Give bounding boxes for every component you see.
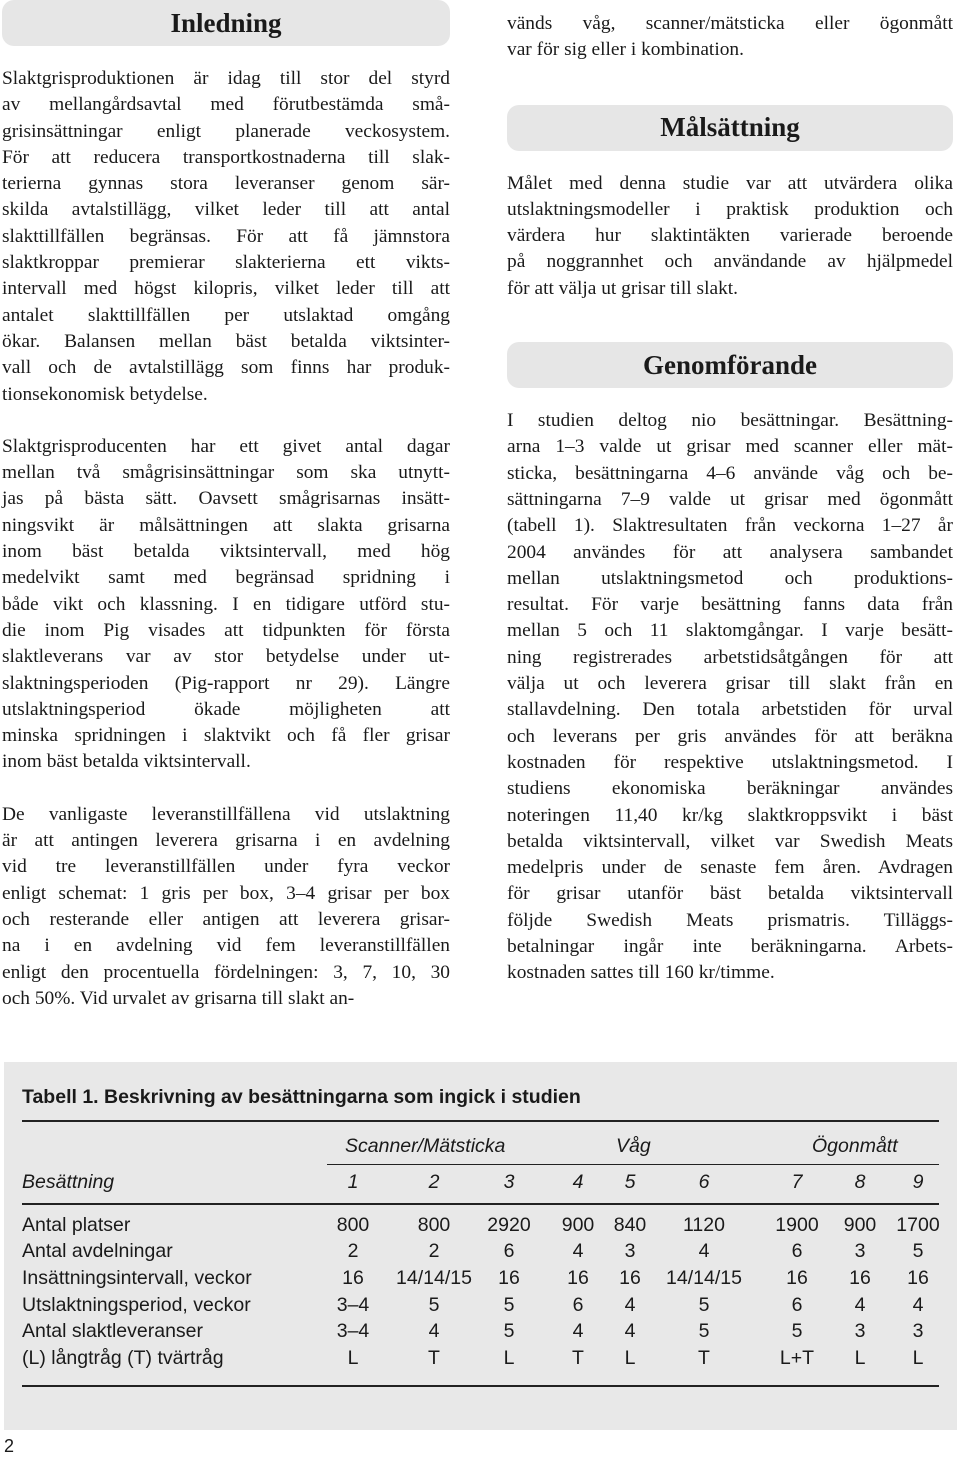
text-line: mellan utslaktningsmetod och produktions-	[507, 567, 953, 589]
table-cell: 4	[854, 1294, 866, 1316]
row-label: Antal platser	[22, 1214, 131, 1236]
table-cell: 3–4	[336, 1320, 370, 1342]
text-line: slaktkroppar premierar slakterierna ett vikts-	[2, 252, 450, 274]
table-cell: 3	[854, 1320, 866, 1342]
table-cell: 3–4	[336, 1294, 370, 1316]
table-cell: 16	[498, 1267, 520, 1289]
text-line: värdera hur slaktintäkten varierade beroende	[507, 225, 953, 247]
row-label: Antal slaktleveranser	[22, 1320, 204, 1342]
table-cell: 1900	[775, 1214, 819, 1236]
table-1	[4, 1062, 957, 1430]
paragraph-intro-2	[2, 434, 450, 776]
text-line: De vanligaste leveranstillfällena vid utslaktning	[2, 803, 450, 825]
table-cell: 5	[503, 1294, 515, 1316]
table-cell: 4	[624, 1320, 636, 1342]
table-cell: L	[503, 1347, 515, 1369]
paragraph-intro-3	[2, 802, 450, 1012]
row-label: (L) långtråg (T) tvärtråg	[22, 1347, 224, 1369]
text-line: medelpris under de senaste fem åren. Avdragen	[507, 857, 953, 879]
text-line: vid tre leveranstillfällen under fyra veckor	[2, 856, 450, 878]
text-line: slaktningsperioden (Pig-rapport nr 29). Längre	[2, 672, 450, 694]
text-line: och leverans per gris användes för att beräkna	[507, 725, 953, 747]
table-cell: 5	[912, 1240, 924, 1262]
group-vag: Våg	[616, 1135, 651, 1157]
text-line: mellan två smågrisinsättningar som ska utnytt-	[2, 462, 450, 484]
text-line: ningsvikt är målsättningen att slakta grisarna	[2, 514, 450, 536]
table-cell: 5	[698, 1294, 710, 1316]
table-cell: T	[572, 1347, 584, 1369]
text-line: För att reducera transportkostnaderna till slak-	[2, 146, 450, 168]
column-header-2: 2	[428, 1171, 440, 1193]
table-cell: 4	[624, 1294, 636, 1316]
text-line: Målet med denna studie var att utvärdera olika	[507, 172, 953, 194]
text-line: kostnaden för respektive utslaktningsmetod. I	[507, 751, 953, 773]
text-line: utslaktningsmodeller i praktisk produktion och	[507, 198, 953, 220]
row-header-besattning: Besättning	[22, 1171, 115, 1193]
section-heading-malsattning: Målsättning	[507, 105, 953, 151]
text-line: inom bäst betalda viktsintervall, med hög	[2, 541, 450, 563]
table-cell: 16	[907, 1267, 929, 1289]
text-line: 2004 användes för att analysera sambandet	[507, 541, 953, 563]
table-cell: 4	[698, 1240, 710, 1262]
table-cell: 5	[791, 1320, 803, 1342]
table-cell: L	[347, 1347, 359, 1369]
text-line: välja ut och leverera grisar till slakt från en	[507, 673, 953, 695]
column-header-5: 5	[624, 1171, 636, 1193]
table-cell: 900	[561, 1214, 595, 1236]
text-line: för att välja ut grisar till slakt.	[507, 277, 739, 299]
table-cell: T	[428, 1347, 440, 1369]
text-line: tionsekonomisk betydelse.	[2, 383, 208, 405]
page-number: 2	[4, 1436, 15, 1456]
column-header-1: 1	[347, 1171, 359, 1193]
text-line: följde Swedish Meats prismatris. Tilläggs-	[507, 909, 953, 931]
row-label: Utslaktningsperiod, veckor	[22, 1294, 251, 1316]
table-cell: 3	[854, 1240, 866, 1262]
text-line: stallavdelning. Den totala arbetstiden för urval	[507, 699, 953, 721]
table-cell: 6	[572, 1294, 584, 1316]
table-cell: 5	[503, 1320, 515, 1342]
table-cell: 4	[572, 1320, 584, 1342]
table-cell: L	[624, 1347, 636, 1369]
table-cell: L	[854, 1347, 866, 1369]
table-title: Tabell 1. Beskrivning av besättningarna som ingick i studien	[22, 1086, 581, 1108]
text-line: resultat. För varje besättning fanns data från	[507, 594, 953, 616]
text-line: jas på bästa sätt. Oavsett smågrisarnas insätt-	[2, 488, 450, 510]
text-line: sticka, besättningarna 4–6 använde våg och be-	[507, 462, 953, 484]
table-cell: 2	[428, 1240, 440, 1262]
table-cell: 16	[619, 1267, 641, 1289]
table-rule-group	[327, 1164, 939, 1165]
row-label: Insättningsintervall, veckor	[22, 1267, 252, 1289]
column-header-4: 4	[572, 1171, 584, 1193]
text-line: enligt den procentuella fördelningen: 3, 7, 10, 30	[2, 961, 450, 983]
table-cell: 900	[843, 1214, 877, 1236]
paragraph-intro-1	[2, 66, 450, 408]
text-line: Slaktgrisproduktionen är idag till stor del styrd	[2, 68, 450, 89]
table-cell: 4	[572, 1240, 584, 1262]
text-line: intervall med högst kilopris, vilket leder till att	[2, 278, 450, 300]
table-cell: 2920	[487, 1214, 531, 1236]
column-header-8: 8	[854, 1171, 866, 1193]
text-line: die inom Pig visades att tidpunkten för första	[2, 619, 450, 641]
table-cell: 4	[428, 1320, 440, 1342]
text-line: av mellangårdsavtal med förutbestämda små-	[2, 94, 450, 116]
text-line: utslaktningsperiod ökade möjligheten att	[2, 698, 450, 720]
text-line: noteringen 11,40 kr/kg slaktkroppsvikt i bäst	[507, 804, 953, 826]
group-scanner: Scanner/Mätsticka	[345, 1135, 506, 1157]
text-line: medelvikt samt med begränsad spridning i	[2, 567, 450, 589]
text-line: och 50%. Vid urvalet av grisarna till slakt an-	[2, 987, 355, 1009]
table-cell: 3	[624, 1240, 636, 1262]
text-line: studiens ekonomiska beräkningar användes	[507, 778, 953, 800]
section-heading-genomforande: Genomförande	[507, 342, 953, 388]
column-header-9: 9	[912, 1171, 924, 1193]
table-cell: 800	[417, 1214, 451, 1236]
table-cell: 5	[428, 1294, 440, 1316]
text-line: är att antingen leverera grisarna i en avdelning	[2, 830, 450, 852]
text-line: grisinsättningar enligt planerade veckosystem.	[2, 120, 450, 142]
text-line: och resterande eller antigen att leverera grisar-	[2, 908, 450, 930]
right-column	[507, 0, 953, 987]
section-heading-inledning: Inledning	[2, 0, 450, 46]
table-cell: L	[912, 1347, 924, 1369]
text-line: (tabell 1). Slaktresultaten från veckorna 1–27 år	[507, 515, 953, 537]
text-line: enligt schemat: 1 gris per box, 3–4 grisar per box	[2, 882, 450, 904]
group-ogonmatt: Ögonmått	[812, 1135, 898, 1157]
text-line: betalningar ingår inte beräkningarna. Arbets-	[507, 936, 953, 958]
column-header-3: 3	[503, 1171, 515, 1193]
text-line: na i en avdelning vid fem leveranstillfällen	[2, 935, 450, 957]
table-cell: 14/14/15	[396, 1267, 472, 1289]
table-cell: L+T	[779, 1347, 815, 1369]
table-cell: 5	[698, 1320, 710, 1342]
table-cell: 16	[567, 1267, 589, 1289]
table-cell: 1700	[896, 1214, 940, 1236]
text-line: ning registrerades arbetstidsåtgången för att	[507, 646, 953, 668]
text-line: arna 1–3 valde ut grisar med scanner eller mät-	[507, 436, 953, 458]
paragraph-malsattning	[507, 171, 953, 302]
text-line: I studien deltog nio besättningar. Besättning-	[507, 410, 953, 432]
text-line: antalet slakttillfällen per utslaktad omgång	[2, 304, 450, 326]
text-line: vänds våg, scanner/mätsticka eller ögonmått	[507, 13, 953, 34]
table-cell: 1120	[683, 1214, 725, 1236]
text-line: slaktleverans var av stor betydelse under ut-	[2, 646, 450, 668]
table-cell: 16	[786, 1267, 808, 1289]
paragraph-continuation	[507, 11, 953, 64]
table-rule-bottom	[22, 1385, 939, 1387]
text-line: på noggrannhet och användande av hjälpmedel	[507, 251, 953, 273]
table-cell: 6	[791, 1240, 803, 1262]
table-cell: 2	[347, 1240, 359, 1262]
text-line: betalda viktsintervall, vilket var Swedish Meats	[507, 830, 953, 852]
table-cell: 16	[342, 1267, 364, 1289]
text-line: både vikt och klassning. I en tidigare utförd stu-	[2, 593, 450, 615]
text-line: mellan 5 och 11 slaktomgångar. I varje besätt-	[507, 620, 953, 642]
text-line: för grisar utanför bäst betalda viktsintervall	[507, 883, 953, 905]
text-line: sättningarna 7–9 valde ut grisar med ögonmått	[507, 488, 953, 510]
table-cell: 4	[912, 1294, 924, 1316]
paragraph-genomforande	[507, 408, 953, 987]
column-header-6: 6	[698, 1171, 710, 1193]
text-line: ökar. Balansen mellan bäst betalda viktsinter-	[2, 330, 450, 352]
table-cell: 6	[791, 1294, 803, 1316]
table-cell: 800	[336, 1214, 370, 1236]
text-line: var för sig eller i kombination.	[507, 39, 744, 61]
text-line: Slaktgrisproducenten har ett givet antal dagar	[2, 435, 450, 457]
text-line: minska spridningen i slaktvikt och få fler grisar	[2, 725, 450, 747]
table-cell: 16	[849, 1267, 871, 1289]
table-cell: 3	[912, 1320, 924, 1342]
table-rule-top	[22, 1120, 939, 1122]
row-label: Antal avdelningar	[22, 1240, 173, 1262]
text-line: slakttillfällen begränsas. För att få jämnstora	[2, 225, 450, 247]
text-line: skilda avtalstillägg, vilket leder till att antal	[2, 199, 450, 221]
text-line: kostnaden sattes till 160 kr/timme.	[507, 962, 775, 984]
text-line: inom bäst betalda viktsintervall.	[2, 751, 251, 773]
text-line: terierna gynnas stora leveranser genom sär-	[2, 173, 450, 195]
table-cell: 6	[503, 1240, 515, 1262]
text-line: vall och de avtalstillägg som finns har produk-	[2, 357, 450, 379]
table-cell: T	[698, 1347, 710, 1369]
table-cell: 14/14/15	[666, 1267, 742, 1289]
column-header-7: 7	[791, 1171, 803, 1193]
left-column	[2, 0, 450, 1012]
table-rule-header	[22, 1203, 939, 1205]
table-cell: 840	[613, 1214, 647, 1236]
